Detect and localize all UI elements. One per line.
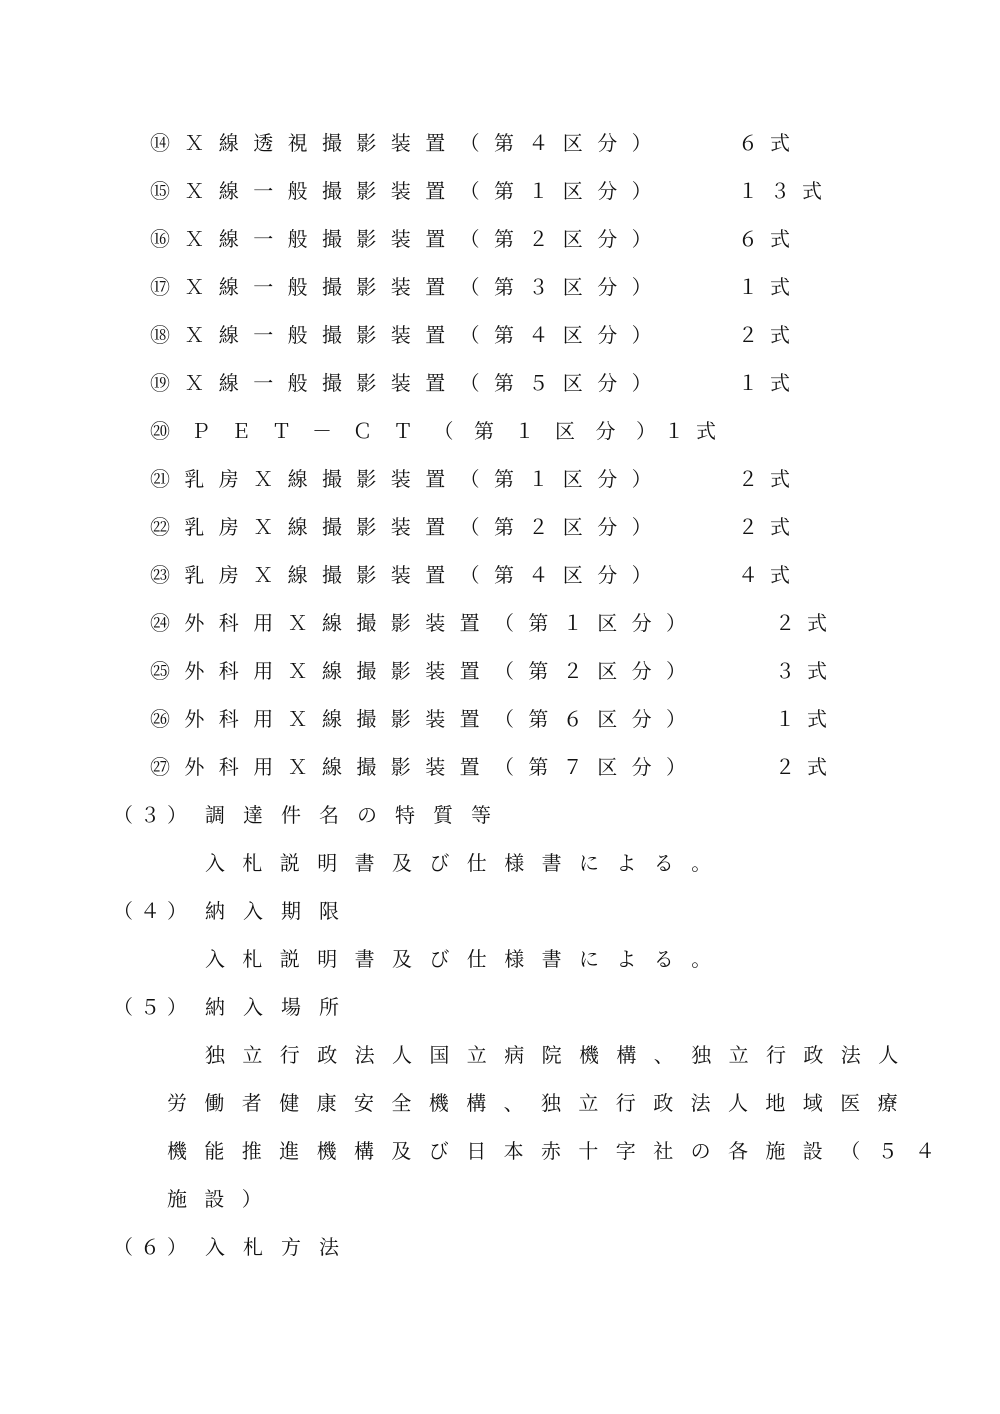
- section-number: （４）: [113, 899, 194, 923]
- section-number: （６）: [113, 1235, 194, 1259]
- section-body: 労働者健康安全機構、独立行政法人地域医療: [167, 1091, 915, 1115]
- equipment-item: ⑰Ｘ線一般撮影装置（第３区分）: [150, 275, 666, 299]
- section-number: （５）: [113, 995, 194, 1019]
- equipment-quantity: ６式: [738, 227, 802, 251]
- equipment-item: ⑳ＰＥＴ－ＣＴ（第１区分）: [150, 419, 677, 443]
- equipment-quantity: １３式: [738, 179, 834, 203]
- section-title: 調達件名の特質等: [205, 803, 509, 827]
- equipment-quantity: ２式: [775, 755, 839, 779]
- equipment-quantity: １式: [738, 275, 802, 299]
- equipment-quantity: ３式: [775, 659, 839, 683]
- equipment-quantity: １式: [738, 371, 802, 395]
- equipment-item: ⑲Ｘ線一般撮影装置（第５区分）: [150, 371, 666, 395]
- equipment-item: ㉕外科用Ｘ線撮影装置（第２区分）: [150, 659, 701, 683]
- section-title: 納入場所: [205, 995, 357, 1019]
- equipment-item: ㉓乳房Ｘ線撮影装置（第４区分）: [150, 563, 666, 587]
- equipment-item: ⑯Ｘ線一般撮影装置（第２区分）: [150, 227, 666, 251]
- equipment-quantity: １式: [664, 419, 728, 443]
- section-title: 入札方法: [205, 1235, 357, 1259]
- equipment-item: ⑱Ｘ線一般撮影装置（第４区分）: [150, 323, 666, 347]
- section-number: （３）: [113, 803, 194, 827]
- equipment-item: ㉑乳房Ｘ線撮影装置（第１区分）: [150, 467, 666, 491]
- equipment-quantity: ２式: [775, 611, 839, 635]
- section-title: 納入期限: [205, 899, 357, 923]
- equipment-quantity: ４式: [738, 563, 802, 587]
- equipment-item: ㉒乳房Ｘ線撮影装置（第２区分）: [150, 515, 666, 539]
- equipment-quantity: ２式: [738, 323, 802, 347]
- section-body: 独立行政法人国立病院機構、独立行政法人: [205, 1043, 916, 1067]
- equipment-item: ㉔外科用Ｘ線撮影装置（第１区分）: [150, 611, 701, 635]
- section-body: 入札説明書及び仕様書による。: [205, 947, 729, 971]
- equipment-item: ⑭Ｘ線透視撮影装置（第４区分）: [150, 131, 666, 155]
- equipment-quantity: ６式: [738, 131, 802, 155]
- equipment-quantity: ２式: [738, 515, 802, 539]
- section-body: 機能推進機構及び日本赤十字社の各施設（５４: [167, 1139, 953, 1163]
- equipment-quantity: １式: [775, 707, 839, 731]
- section-body: 施設）: [167, 1187, 280, 1211]
- equipment-item: ㉖外科用Ｘ線撮影装置（第６区分）: [150, 707, 701, 731]
- section-body: 入札説明書及び仕様書による。: [205, 851, 729, 875]
- equipment-item: ㉗外科用Ｘ線撮影装置（第７区分）: [150, 755, 701, 779]
- equipment-item: ⑮Ｘ線一般撮影装置（第１区分）: [150, 179, 666, 203]
- equipment-quantity: ２式: [738, 467, 802, 491]
